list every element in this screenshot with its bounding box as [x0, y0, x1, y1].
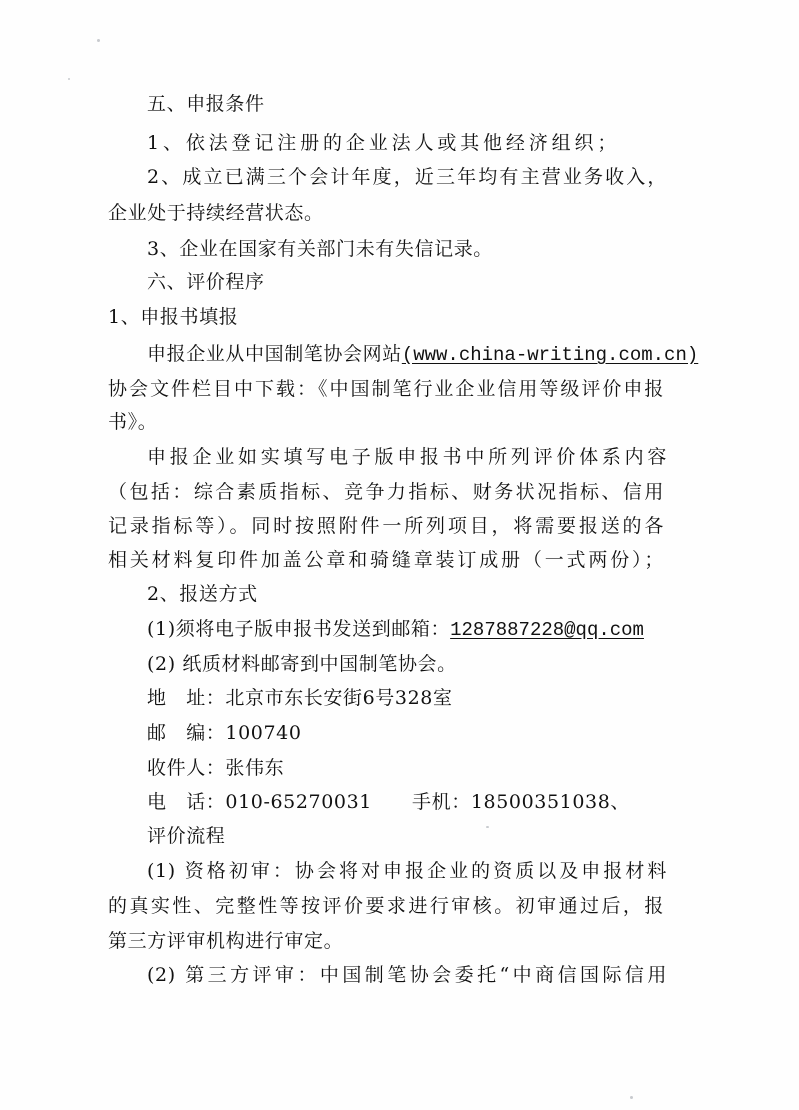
mobile-value: 18500351038、 — [470, 791, 630, 813]
email-instruction: (1)须将电子版申报书发送到邮箱： — [147, 618, 451, 640]
download-text: 申报企业从中国制笔协会网站 — [147, 343, 402, 365]
download-line3: 书》。 — [108, 411, 158, 433]
section6-title: 六、评价程序 — [147, 271, 265, 293]
address-value: 北京市东长安街6号328室 — [225, 687, 453, 709]
review1-line2: 的真实性、完整性等按评价要求进行审核。初审通过后，报 — [108, 895, 664, 917]
address-label: 地 址： — [147, 687, 226, 709]
mobile-label: 手机： — [412, 791, 471, 813]
review2-line1: (2) 第三方评审：中国制笔协会委托“中商信国际信用 — [147, 964, 667, 986]
section5-title: 五、申报条件 — [147, 93, 265, 115]
postcode-line — [147, 719, 302, 747]
address-line — [147, 684, 453, 712]
fill-line1: 申报企业如实填写电子版申报书中所列评价体系内容 — [147, 446, 667, 468]
email-line — [147, 615, 644, 644]
download-line2: 协会文件栏目中下载：《中国制笔行业企业信用等级评价申报 — [108, 378, 664, 400]
recipient-line — [147, 754, 284, 782]
flow-title: 评价流程 — [147, 825, 226, 847]
postcode-value: 100740 — [225, 722, 302, 744]
recipient-value: 张伟东 — [225, 757, 285, 779]
recipient-label: 收件人： — [147, 757, 226, 779]
scan-speck — [97, 39, 100, 42]
condition-2-line1: 2、成立已满三个会计年度，近三年均有主营业务收入， — [147, 166, 667, 188]
scan-speck — [630, 1096, 633, 1099]
condition-3: 3、企业在国家有关部门未有失信记录。 — [147, 238, 493, 260]
scan-speck — [486, 826, 489, 828]
phone-label: 电 话： — [147, 791, 226, 813]
step1-title: 1、申报书填报 — [108, 306, 239, 328]
phone-line — [147, 788, 630, 816]
postcode-label: 邮 编： — [147, 722, 226, 744]
email-link[interactable]: 1287887228@qq.com — [450, 619, 644, 641]
condition-1: 1、依法登记注册的企业法人或其他经济组织； — [147, 132, 617, 154]
review1-line1: (1) 资格初审：协会将对申报企业的资质以及申报材料 — [147, 860, 667, 882]
condition-2-line2: 企业处于持续经营状态。 — [108, 202, 324, 224]
review1-line3: 第三方评审机构进行审定。 — [108, 930, 344, 952]
fill-line4: 相关材料复印件加盖公章和骑缝章装订成册（一式两份）； — [108, 549, 664, 571]
mail-line: (2) 纸质材料邮寄到中国制笔协会。 — [147, 653, 457, 675]
fill-line2: （包括：综合素质指标、竞争力指标、财务状况指标、信用 — [108, 481, 664, 503]
phone-value: 010-65270031 — [225, 791, 372, 813]
fill-line3: 记录指标等）。同时按照附件一所列项目，将需要报送的各 — [108, 515, 664, 537]
website-link[interactable]: (www.china-writing.com.cn) — [401, 344, 699, 366]
scan-speck — [68, 78, 70, 80]
download-line1 — [147, 340, 698, 369]
step2-title: 2、报送方式 — [147, 583, 258, 605]
